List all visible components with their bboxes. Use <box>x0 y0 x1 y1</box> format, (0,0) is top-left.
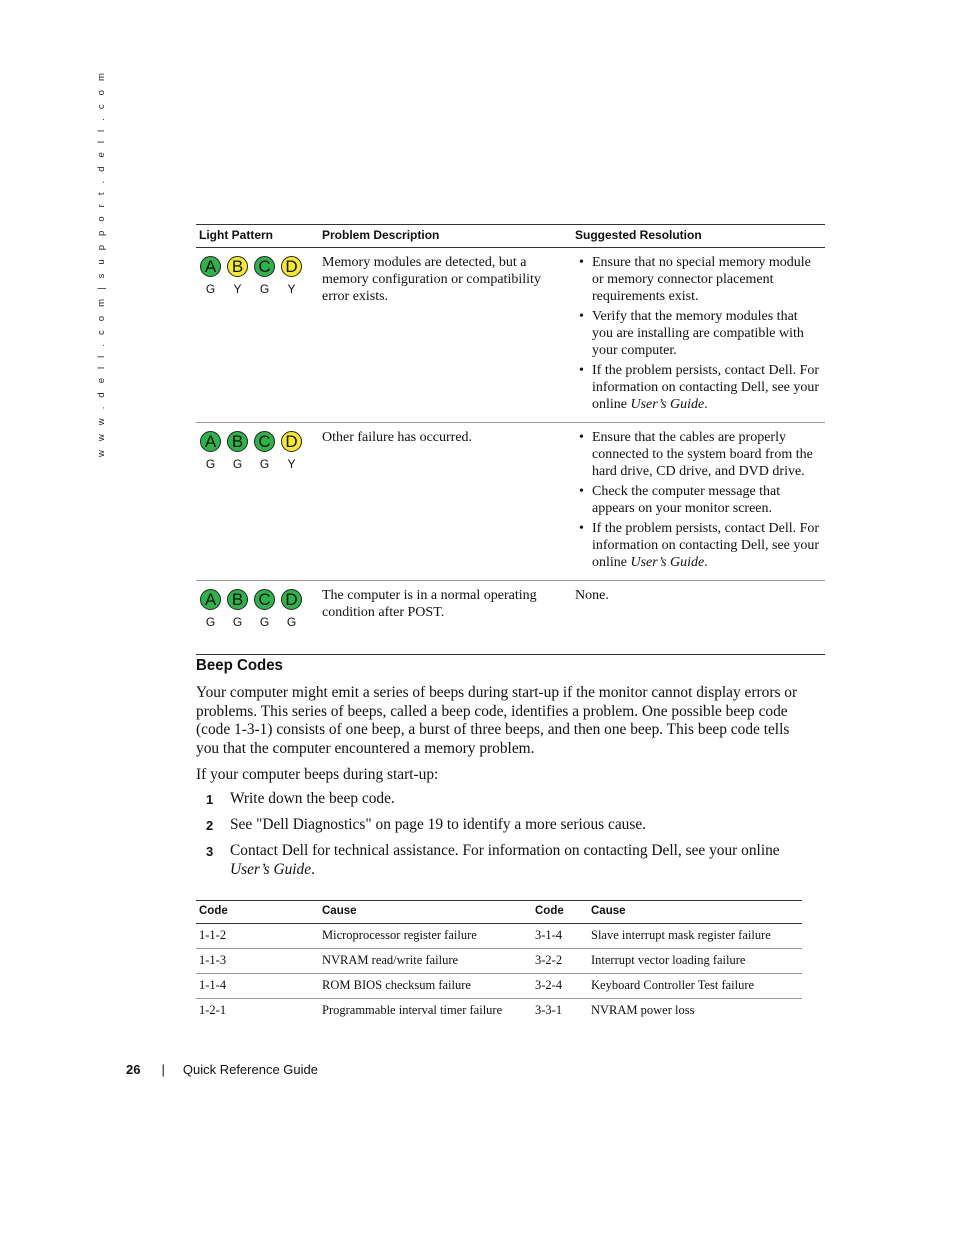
led-a-color: G <box>205 615 216 629</box>
footer-separator: | <box>161 1062 165 1077</box>
beep-cause: ROM BIOS checksum failure <box>319 974 532 999</box>
light-pattern-cell <box>196 248 319 423</box>
beep-code: 1-2-1 <box>199 1003 227 1017</box>
led-c <box>253 589 276 631</box>
resolution-item: • If the problem persists, contact Dell. For information on contacting Dell, see your online User’s Guide. <box>592 362 821 413</box>
led-b-color: Y <box>233 282 242 296</box>
header-problem-description: Problem Description <box>319 225 572 248</box>
step-text: See "Dell Diagnostics" on page 19 to identify a more serious cause. <box>230 816 647 834</box>
step-item <box>196 816 806 836</box>
led-c <box>253 256 276 298</box>
led-a-color: G <box>205 457 216 471</box>
beep-cause: Keyboard Controller Test failure <box>588 974 802 999</box>
led-b <box>226 256 249 298</box>
led-d <box>280 431 303 473</box>
side-url-text: w w w . d e l l . c o m | s u p p o r t . d e l l . c o m <box>96 69 107 457</box>
beep-steps-lead: If your computer beeps during start-up: <box>196 766 439 783</box>
header-cause: Cause <box>588 901 802 924</box>
led-b-indicator: B <box>227 589 248 610</box>
suggested-resolution <box>572 248 825 423</box>
page-footer <box>126 1062 318 1077</box>
led-d-indicator: D <box>281 589 302 610</box>
led-c-indicator: C <box>254 431 275 452</box>
beep-code: 3-1-4 <box>532 924 588 949</box>
led-pattern <box>199 429 315 473</box>
beep-cause: NVRAM power loss <box>591 1003 695 1017</box>
beep-code: 3-2-4 <box>532 974 588 999</box>
led-row-normal-operation <box>196 581 825 655</box>
beep-code: 1-1-3 <box>196 949 319 974</box>
beep-code: 3-2-2 <box>532 949 588 974</box>
resolution-item: • Verify that the memory modules that you are installing are compatible with your computer. <box>592 308 821 359</box>
led-c-color: G <box>259 457 270 471</box>
beep-cause: NVRAM read/write failure <box>319 949 532 974</box>
step-number: 2 <box>206 818 214 834</box>
table-row <box>196 924 802 949</box>
step-item <box>196 790 806 810</box>
beep-code: 1-1-2 <box>196 924 319 949</box>
led-b-color: G <box>232 457 243 471</box>
led-table-header-row <box>196 225 825 248</box>
step-text: Contact Dell for technical assistance. For information on contacting Dell, see your online User’s Guide. <box>230 842 780 878</box>
beep-table-header-row <box>196 901 802 924</box>
led-c-color: G <box>259 615 270 629</box>
light-pattern-cell <box>196 581 319 655</box>
led-d <box>280 589 303 631</box>
led-c-indicator: C <box>254 589 275 610</box>
resolution-item: • Ensure that the cables are properly connected to the system board from the hard drive, CD drive, and DVD drive. <box>592 429 821 480</box>
led-a-color: G <box>205 282 216 296</box>
led-d-indicator: D <box>281 431 302 452</box>
led-b <box>226 589 249 631</box>
led-pattern <box>199 254 315 298</box>
resolution-item: • Ensure that no special memory module or memory connector placement requirements exist. <box>592 254 821 305</box>
led-pattern <box>199 587 315 631</box>
beep-code: 1-1-4 <box>196 974 319 999</box>
table-row <box>196 999 802 1024</box>
table-row <box>196 974 802 999</box>
users-guide-reference: User’s Guide <box>630 555 705 570</box>
led-row-other-failure <box>196 423 825 581</box>
led-a <box>199 256 222 298</box>
header-suggested-resolution: Suggested Resolution <box>572 225 825 248</box>
led-d-color: G <box>286 615 297 629</box>
beep-steps-list <box>196 790 806 886</box>
light-pattern-cell <box>196 423 319 581</box>
suggested-resolution <box>572 423 825 581</box>
problem-description: Memory modules are detected, but a memory configuration or compatibility error exists. <box>319 248 572 423</box>
led-row-memory-config <box>196 248 825 423</box>
beep-cause: Microprocessor register failure <box>319 924 532 949</box>
beep-code: 3-3-1 <box>535 1003 563 1017</box>
header-code: Code <box>532 901 588 924</box>
header-cause: Cause <box>319 901 532 924</box>
led-d-color: Y <box>287 457 296 471</box>
header-code: Code <box>196 901 319 924</box>
led-d <box>280 256 303 298</box>
led-d-indicator: D <box>281 256 302 277</box>
section-heading-beep-codes: Beep Codes <box>196 657 283 674</box>
led-d-color: Y <box>287 282 296 296</box>
problem-description: The computer is in a normal operating condition after POST. <box>319 581 572 655</box>
led-a-indicator: A <box>200 589 221 610</box>
led-a-indicator: A <box>200 256 221 277</box>
beep-cause: Slave interrupt mask register failure <box>588 924 802 949</box>
resolution-list <box>575 254 821 413</box>
led-b-indicator: B <box>227 431 248 452</box>
users-guide-reference: User’s Guide <box>630 397 705 412</box>
resolution-list <box>575 429 821 571</box>
step-number: 1 <box>206 792 214 807</box>
beep-cause: Programmable interval timer failure <box>322 1003 503 1017</box>
table-row <box>196 949 802 974</box>
problem-description: Other failure has occurred. <box>319 423 572 581</box>
led-c <box>253 431 276 473</box>
beep-codes-table <box>196 900 802 1023</box>
header-light-pattern: Light Pattern <box>196 225 319 248</box>
beep-codes-intro: Your computer might emit a series of beeps during start-up if the monitor cannot display errors or problems. This series of beeps, called a beep code, identifies a problem. One possible beep code (code 1-3-1) consists of one beep, a burst of three beeps, and then one beep. This beep code tells you that the computer encountered a memory problem. <box>196 684 798 757</box>
step-item <box>196 842 806 879</box>
beep-cause: Interrupt vector loading failure <box>588 949 802 974</box>
page-number: 26 <box>126 1062 141 1077</box>
led-b-indicator: B <box>227 256 248 277</box>
led-a-indicator: A <box>200 431 221 452</box>
led-b-color: G <box>232 615 243 629</box>
led-a <box>199 589 222 631</box>
resolution-item: • If the problem persists, contact Dell. For information on contacting Dell, see your online User’s Guide. <box>592 520 821 571</box>
users-guide-reference: User’s Guide <box>230 860 312 878</box>
suggested-resolution: None. <box>572 581 825 655</box>
step-text: Write down the beep code. <box>230 790 395 807</box>
led-c-color: G <box>259 282 270 296</box>
led-b <box>226 431 249 473</box>
led-a <box>199 431 222 473</box>
resolution-item: • Check the computer message that appears on your monitor screen. <box>592 483 821 517</box>
step-number: 3 <box>206 844 214 860</box>
led-c-indicator: C <box>254 256 275 277</box>
side-url-margin <box>84 69 107 462</box>
diagnostic-lights-table <box>196 224 825 655</box>
document-title: Quick Reference Guide <box>182 1062 318 1077</box>
